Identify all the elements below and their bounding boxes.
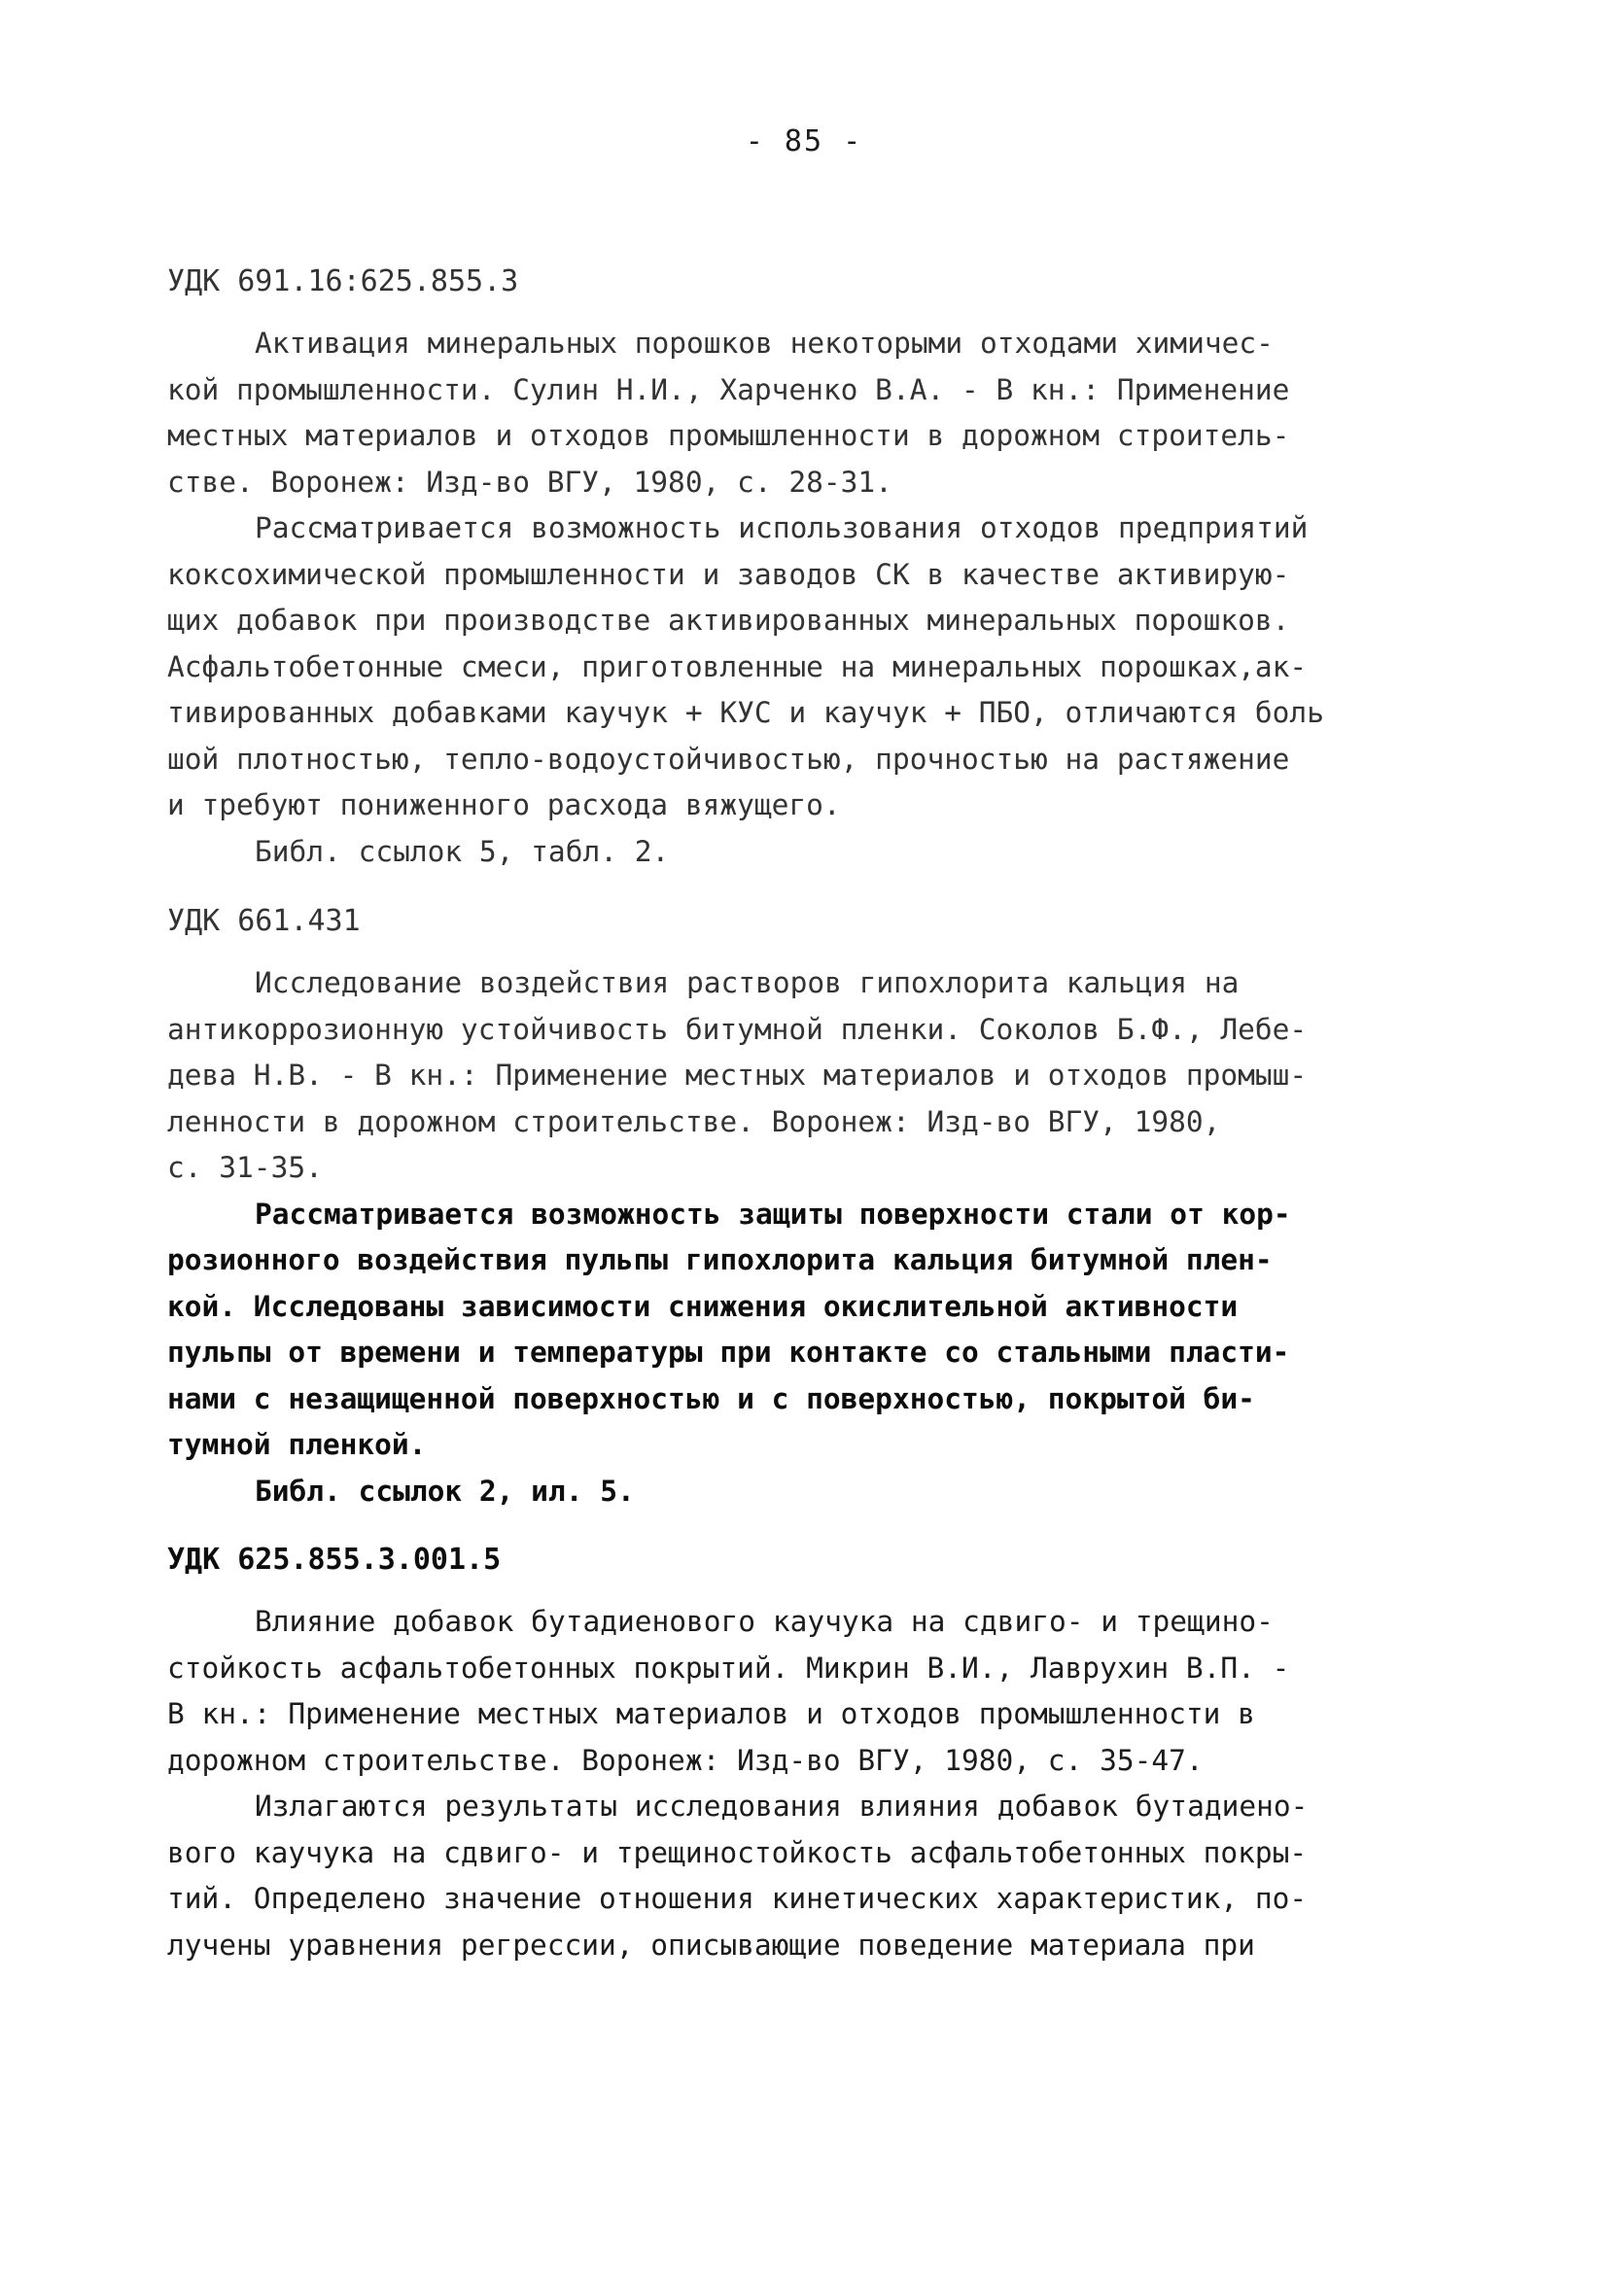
udk-code: УДК 625.855.3.001.5 — [167, 1543, 502, 1577]
abstract-line: Излагаются результаты исследования влияния добавок бутадиено- — [255, 1790, 1309, 1823]
bibliography-note: Библ. ссылок 5, табл. 2. — [255, 834, 670, 868]
abstract-line: тивированных добавками каучук + КУС и каучук + ПБО, отличаются боль — [167, 696, 1324, 729]
citation-line: ленности в дорожном строительстве. Воронеж: Изд-во ВГУ, 1980, — [167, 1104, 1221, 1138]
bibliography-note: Библ. ссылок 2, ил. 5. — [255, 1474, 635, 1508]
citation-line: дорожном строительстве. Воронеж: Изд-во ВГУ, 1980, с. 35-47. — [167, 1743, 1204, 1777]
citation-line: с. 31-35. — [167, 1151, 323, 1184]
citation-line: кой промышленности. Сулин Н.И., Харченко В.А. - В кн.: Применение — [167, 372, 1290, 406]
citation-line: антикоррозионную устойчивость битумной пленки. Соколов Б.Ф., Лебе- — [167, 1012, 1308, 1046]
citation-line: Влияние добавок бутадиенового каучука на сдвиго- и трещино- — [255, 1605, 1274, 1638]
abstract-line: шой плотностью, тепло-водоустойчивостью, прочностью на растяжение — [167, 742, 1290, 776]
abstract-line: тумной пленкой. — [167, 1428, 427, 1461]
citation-line: дева Н.В. - В кн.: Применение местных материалов и отходов промыш- — [167, 1059, 1308, 1092]
citation-line: местных материалов и отходов промышленности в дорожном строитель- — [167, 419, 1290, 452]
citation-line: стве. Воронеж: Изд-во ВГУ, 1980, с. 28-31. — [167, 465, 892, 499]
citation-line: Исследование воздействия растворов гипохлорита кальция на — [255, 966, 1240, 999]
citation-line: В кн.: Применение местных материалов и отходов промышленности в — [167, 1697, 1255, 1730]
citation-line: Активация минеральных порошков некоторыми отходами химичес- — [255, 327, 1274, 360]
abstract-line: лучены уравнения регрессии, описывающие поведение материала при — [167, 1928, 1255, 1962]
abstract-entry — [167, 1541, 1421, 1968]
abstract-line: вого каучука на сдвиго- и трещиностойкость асфальтобетонных покры- — [167, 1835, 1308, 1869]
abstract-line: Рассматривается возможность использования отходов предприятий — [255, 511, 1309, 544]
abstract-line: кой. Исследованы зависимости снижения окислительной активности — [167, 1289, 1239, 1323]
abstract-line: Асфальтобетонные смеси, приготовленные на минеральных порошках,ак- — [167, 649, 1308, 683]
abstract-line: тий. Определено значение отношения кинетических характеристик, по- — [167, 1882, 1308, 1915]
udk-code: УДК 691.16:625.855.3 — [167, 264, 519, 298]
udk-code: УДК 661.431 — [167, 904, 361, 938]
abstract-line: и требуют пониженного расхода вяжущего. — [167, 788, 841, 821]
abstract-line: Рассматривается возможность защиты поверхности стали от кор- — [255, 1197, 1291, 1231]
page-number: - 85 - — [745, 124, 863, 158]
abstract-line: пульпы от времени и температуры при контакте со стальными пласти- — [167, 1336, 1290, 1369]
abstract-line: нами с незащищенной поверхностью и с поверхностью, покрытой би- — [167, 1381, 1255, 1415]
abstract-line: розионного воздействия пульпы гипохлорита кальция битумной плен- — [167, 1243, 1273, 1276]
abstract-line: щих добавок при производстве активированных минеральных порошков. — [167, 604, 1290, 637]
abstract-entry — [167, 262, 1421, 875]
abstract-entry — [167, 902, 1421, 1514]
citation-line: стойкость асфальтобетонных покрытий. Микрин В.И., Лаврухин В.П. - — [167, 1651, 1290, 1685]
abstract-line: коксохимической промышленности и заводов СК в качестве активирую- — [167, 557, 1290, 591]
